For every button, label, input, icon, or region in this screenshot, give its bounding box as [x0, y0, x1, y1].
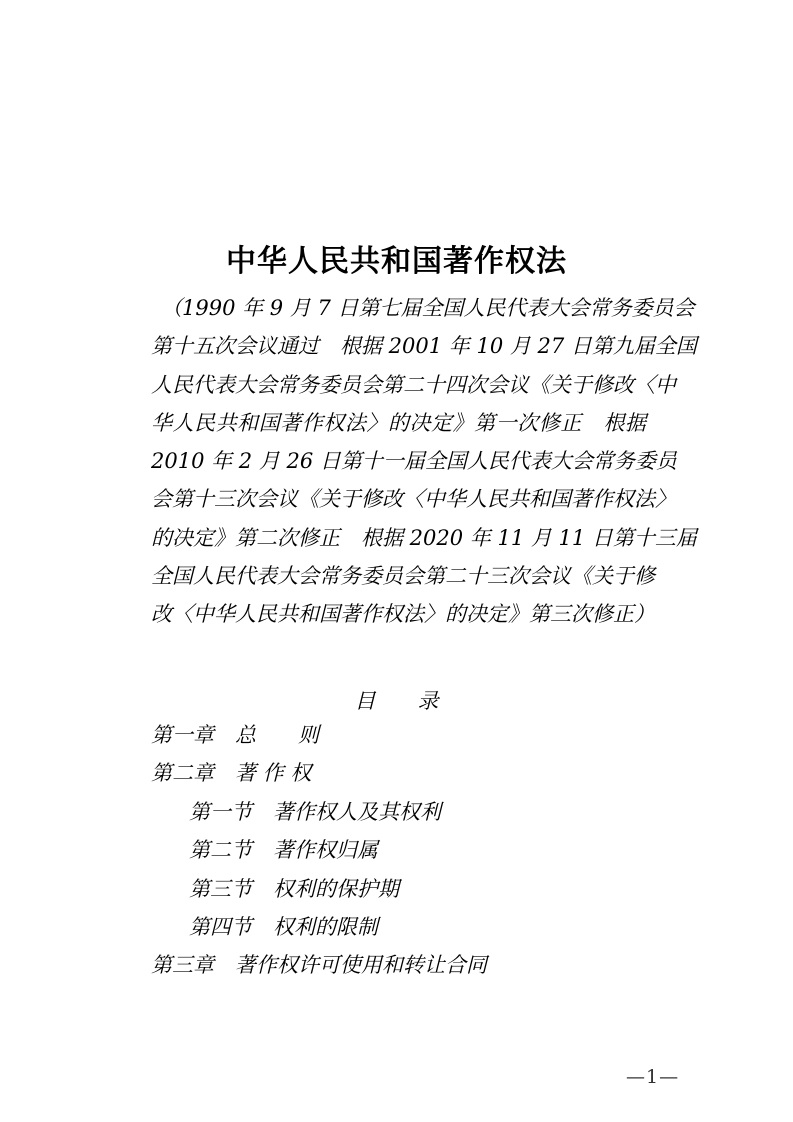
page-number: —1—: [626, 1066, 680, 1088]
toc-heading: 目 录: [354, 689, 439, 713]
toc-entry-chapter-2: 第二章 著 作 权: [151, 761, 312, 786]
preamble-line: 2010 年 2 月 26 日第十一届全国人民代表大会常务委员: [151, 449, 677, 474]
preamble-line: 第十五次会议通过 根据 2001 年 10 月 27 日第九届全国: [151, 334, 697, 359]
preamble-line: 改〈中华人民共和国著作权法〉的决定》第三次修正）: [151, 602, 655, 627]
preamble-line: 人民代表大会常务委员会第二十四次会议《关于修改〈中: [151, 372, 676, 397]
preamble-line: 全国人民代表大会常务委员会第二十三次会议《关于修: [151, 564, 655, 589]
toc-entry-chapter-3: 第三章 著作权许可使用和转让合同: [151, 953, 487, 978]
preamble-line: （1990 年 9 月 7 日第七届全国人民代表大会常务委员会: [161, 296, 695, 320]
table-of-contents: [151, 716, 646, 985]
preamble-line: 的决定》第二次修正 根据 2020 年 11 月 11 日第十三届: [151, 525, 697, 550]
toc-entry-section-4: 第四节 权利的限制: [189, 915, 378, 940]
preamble-line: 会第十三次会议《关于修改〈中华人民共和国著作权法〉: [151, 487, 676, 512]
toc-entry-section-1: 第一节 著作权人及其权利: [189, 799, 441, 824]
preamble-line: 华人民共和国著作权法〉的决定》第一次修正 根据: [151, 410, 646, 435]
toc-entry-section-3: 第三节 权利的保护期: [189, 876, 399, 901]
toc-entry-section-2: 第二节 著作权归属: [189, 838, 378, 863]
toc-entry-chapter-1: 第一章 总 则: [151, 723, 319, 747]
document-title: 中华人民共和国著作权法: [226, 244, 567, 280]
enactment-preamble: [151, 289, 697, 634]
